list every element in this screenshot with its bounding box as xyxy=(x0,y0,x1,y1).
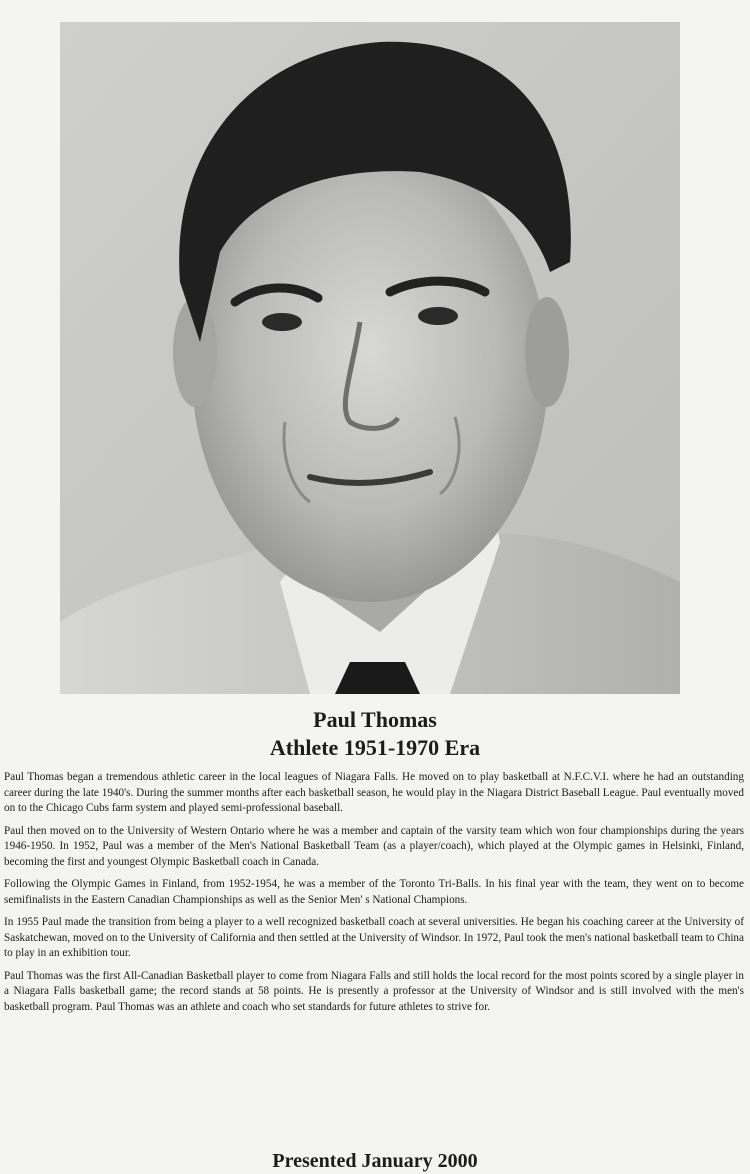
athlete-name: Paul Thomas xyxy=(313,707,437,732)
biography xyxy=(4,770,744,1022)
presented-date: Presented January 2000 xyxy=(272,1150,478,1172)
bio-paragraph-5: Paul Thomas was the first All-Canadian Basketball player to come from Niagara Falls and still holds the local record for the most points scored by a single player in a Niagara Falls basketball game; the record stands at 58 points. He is presently a professor at the University of Windsor and is still involved with the men's basketball program. Paul Thomas was an athlete and coach who set standards for future athletes to strive for. xyxy=(4,969,744,1013)
bio-paragraph-2: Paul then moved on to the University of Western Ontario where he was a member and captain of the varsity team which won four championships during the years 1946-1950. In 1952, Paul was a member of the Men's National Basketball Team (as a player/coach), which played at the Olympic games in Helsinki, Finland, becoming the first and youngest Olympic Basketball coach in Canada. xyxy=(4,824,744,868)
bio-paragraph-3: Following the Olympic Games in Finland, from 1952-1954, he was a member of the Toronto Tri-Balls. In his final year with the team, they went on to become semifinalists in the Eastern Canadian Championships as well as the Senior Men' s National Champions. xyxy=(4,878,744,906)
bio-paragraph-4: In 1955 Paul made the transition from being a player to a well recognized basketball coach at several universities. He began his coaching career at the University of Saskatchewan, moved on to the University of California and then settled at the University of Windsor. In 1972, Paul took the men's national basketball team to China to play in an exhibition tour. xyxy=(4,916,744,959)
portrait-drawing xyxy=(60,22,680,694)
athlete-era: Athlete 1951-1970 Era xyxy=(269,735,481,760)
bio-paragraph-1: Paul Thomas began a tremendous athletic career in the local leagues of Niagara Falls. He moved on to play basketball at N.F.C.V.I. where he had an outstanding career during the late 1940's. During the summer months after each basketball season, he would play in the Niagara District Baseball League. Paul eventually moved on to the Chicago Cubs farm system and played semi-professional baseball. xyxy=(4,771,744,814)
portrait-photo xyxy=(60,22,680,694)
